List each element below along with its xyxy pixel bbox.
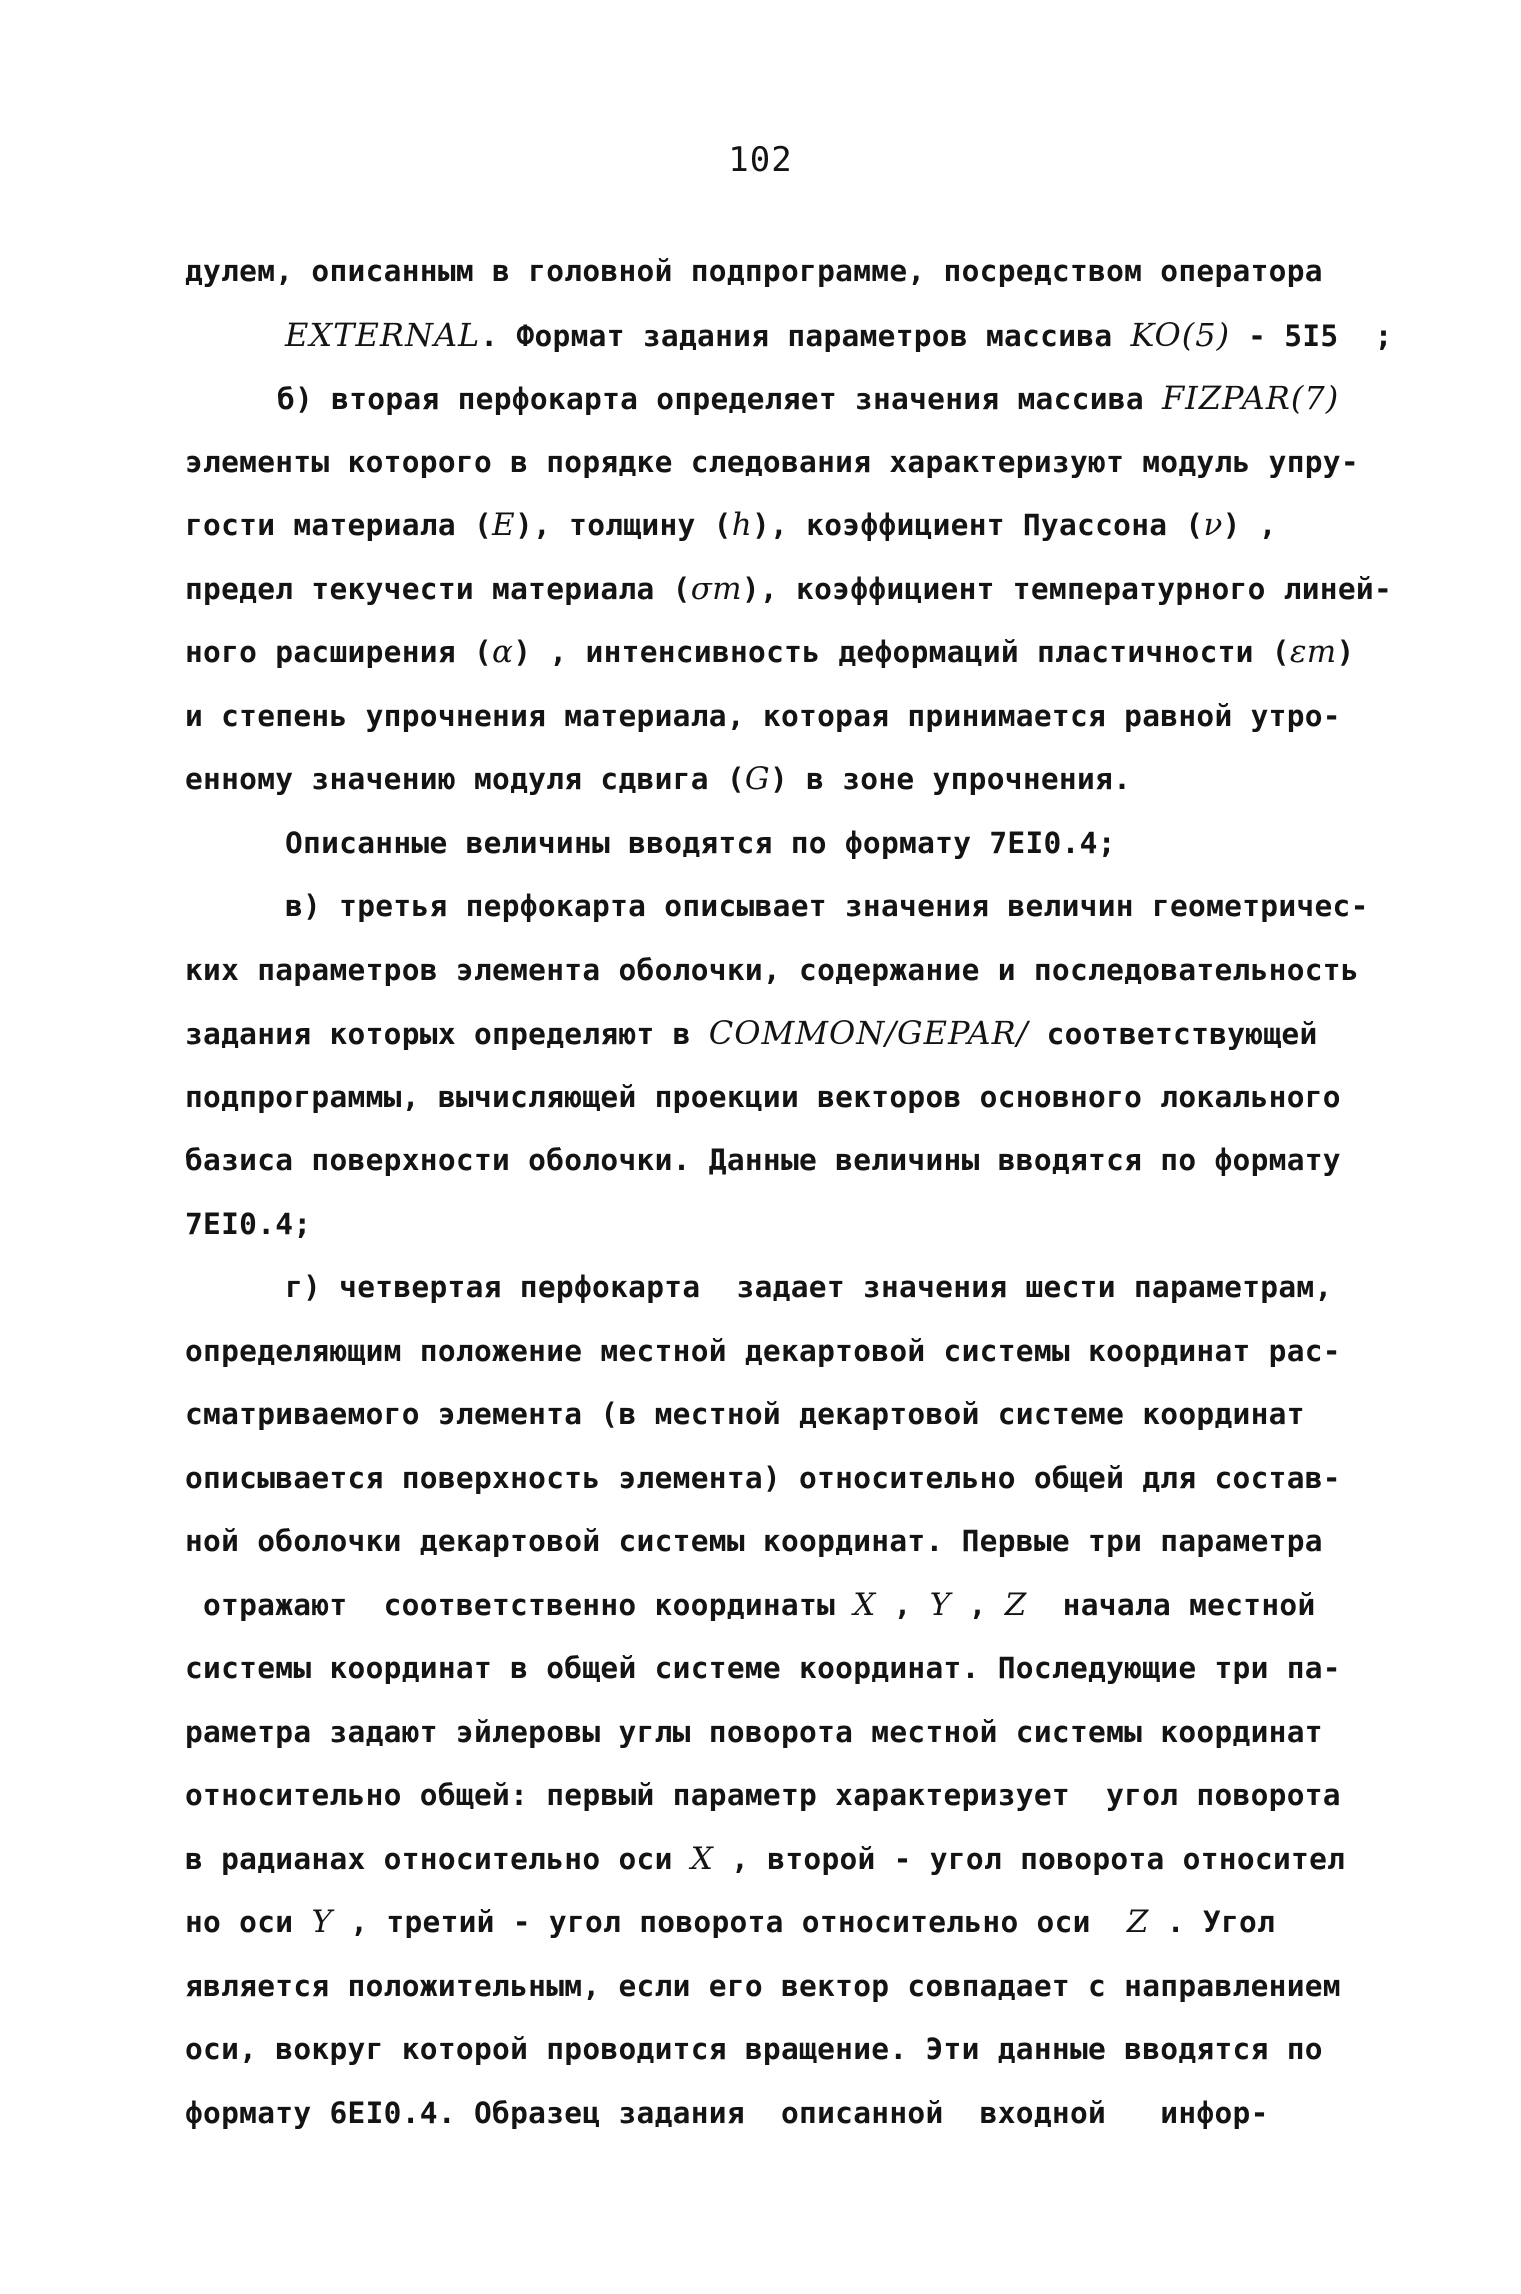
text-run: ) , интенсивность деформаций пластичности ( — [513, 635, 1290, 669]
text-line: системы координат в общей системе координат. Последующие три па- — [185, 1651, 1341, 1685]
body-text — [185, 240, 1425, 2145]
text-line: раметра задают эйлеровы углы поворота местной системы координат — [185, 1714, 1323, 1749]
math-symbol: X — [853, 1586, 876, 1623]
text-run: . Формат задания параметров массива — [480, 318, 1131, 353]
text-run: б) вторая перфокарта определяет значения массива — [277, 382, 1162, 416]
text-run: соответствующей — [1028, 1017, 1318, 1051]
text-run: ) — [1336, 635, 1355, 669]
text-line: является положительным, если его вектор совпадает с направлением — [185, 1968, 1341, 2003]
text-run: , — [950, 1587, 1005, 1622]
text-line: относительно общей: первый параметр характеризует угол поворота — [185, 1778, 1341, 1812]
text-line — [185, 621, 1425, 685]
math-symbol: E — [492, 507, 515, 543]
handwritten-insert: COMMON/GEPAR/ — [708, 1014, 1029, 1052]
handwritten-insert: EXTERNAL — [285, 315, 481, 354]
text-line — [185, 367, 1425, 431]
text-line — [185, 558, 1425, 622]
text-run: . Угол — [1148, 1905, 1276, 1939]
text-run: ) , — [1222, 508, 1277, 542]
text-run: ), коэффициент Пуассона ( — [751, 508, 1204, 542]
text-line: Описанные величины вводятся по формату 7EI0.4; — [285, 825, 1116, 860]
text-line — [185, 1574, 1425, 1638]
text-line: ких параметров элемента оболочки, содержание и последовательность — [185, 952, 1359, 987]
text-run: задания которых определяют в — [185, 1017, 709, 1051]
math-symbol: h — [731, 507, 752, 543]
text-line: и степень упрочнения материала, которая принимается равной утро- — [185, 698, 1341, 733]
text-line: определяющим положение местной декартовой системы координат рас- — [185, 1333, 1341, 1368]
text-run: , третий - угол поворота относительно оси — [332, 1905, 1127, 1939]
page-number: 102 — [728, 140, 793, 180]
text-line: подпрограммы, вычисляющей проекции векторов основного локального — [185, 1079, 1341, 1114]
text-line — [185, 1002, 1425, 1066]
math-symbol: Z — [1004, 1586, 1027, 1623]
math-symbol: X — [690, 1840, 714, 1877]
math-symbol: εт — [1289, 634, 1337, 670]
text-line — [185, 304, 1425, 368]
text-run: в радианах относительно оси — [185, 1841, 691, 1876]
text-line: формату 6EI0.4. Образец задания описанной входной инфор- — [185, 2095, 1269, 2130]
handwritten-insert: FIZPAR(7) — [1161, 379, 1340, 417]
math-symbol: ν — [1203, 507, 1223, 543]
text-line — [185, 1828, 1425, 1892]
text-line: сматриваемого элемента (в местной декартовой системе координат — [185, 1397, 1305, 1431]
text-run: ) в зоне упрочнения. — [769, 762, 1132, 796]
math-symbol: G — [744, 761, 770, 797]
math-symbol: α — [492, 634, 514, 670]
math-symbol: Y — [311, 1904, 333, 1940]
handwritten-insert: KO(5) — [1130, 315, 1231, 354]
text-line: оси, вокруг которой проводится вращение. Эти данные вводятся по — [185, 2032, 1323, 2066]
math-symbol: Z — [1126, 1904, 1149, 1940]
text-run: , второй - угол поворота относител — [713, 1841, 1346, 1876]
text-line: элементы которого в порядке следования характеризуют модуль упру- — [185, 444, 1359, 479]
text-line: ной оболочки декартовой системы координат. Первые три параметра — [185, 1524, 1323, 1558]
text-line: описывается поверхность элемента) относительно общей для состав- — [185, 1460, 1341, 1495]
text-line: 7EI0.4; — [185, 1206, 312, 1241]
text-line — [185, 494, 1425, 558]
text-run: , — [875, 1587, 930, 1622]
text-line: в) третья перфокарта описывает значения величин геометричес- — [285, 889, 1369, 923]
text-run: предел текучести материала ( — [185, 571, 691, 606]
text-run: - 5I5 ; — [1230, 318, 1393, 353]
text-line: г) четвертая перфокарта задает значения шести параметрам, — [285, 1270, 1333, 1304]
text-run: гости материала ( — [185, 508, 493, 542]
text-line: дулем, описанным в головной подпрограмме, посредством оператора — [185, 254, 1323, 288]
text-run: енному значению модуля сдвига ( — [185, 762, 745, 796]
text-line: базиса поверхности оболочки. Данные величины вводятся по формату — [185, 1143, 1341, 1177]
math-symbol: Y — [929, 1586, 951, 1623]
text-run: ), толщину ( — [514, 508, 732, 542]
text-run: ), коэффициент температурного линей- — [741, 571, 1393, 606]
text-run: но оси — [185, 1905, 312, 1939]
text-line — [185, 1891, 1425, 1955]
text-run: ного расширения ( — [185, 635, 493, 669]
text-run: начала местной — [1026, 1587, 1316, 1622]
text-line — [185, 748, 1425, 812]
math-symbol: σт — [690, 570, 742, 607]
text-run: отражают соответственно координаты — [203, 1587, 854, 1622]
